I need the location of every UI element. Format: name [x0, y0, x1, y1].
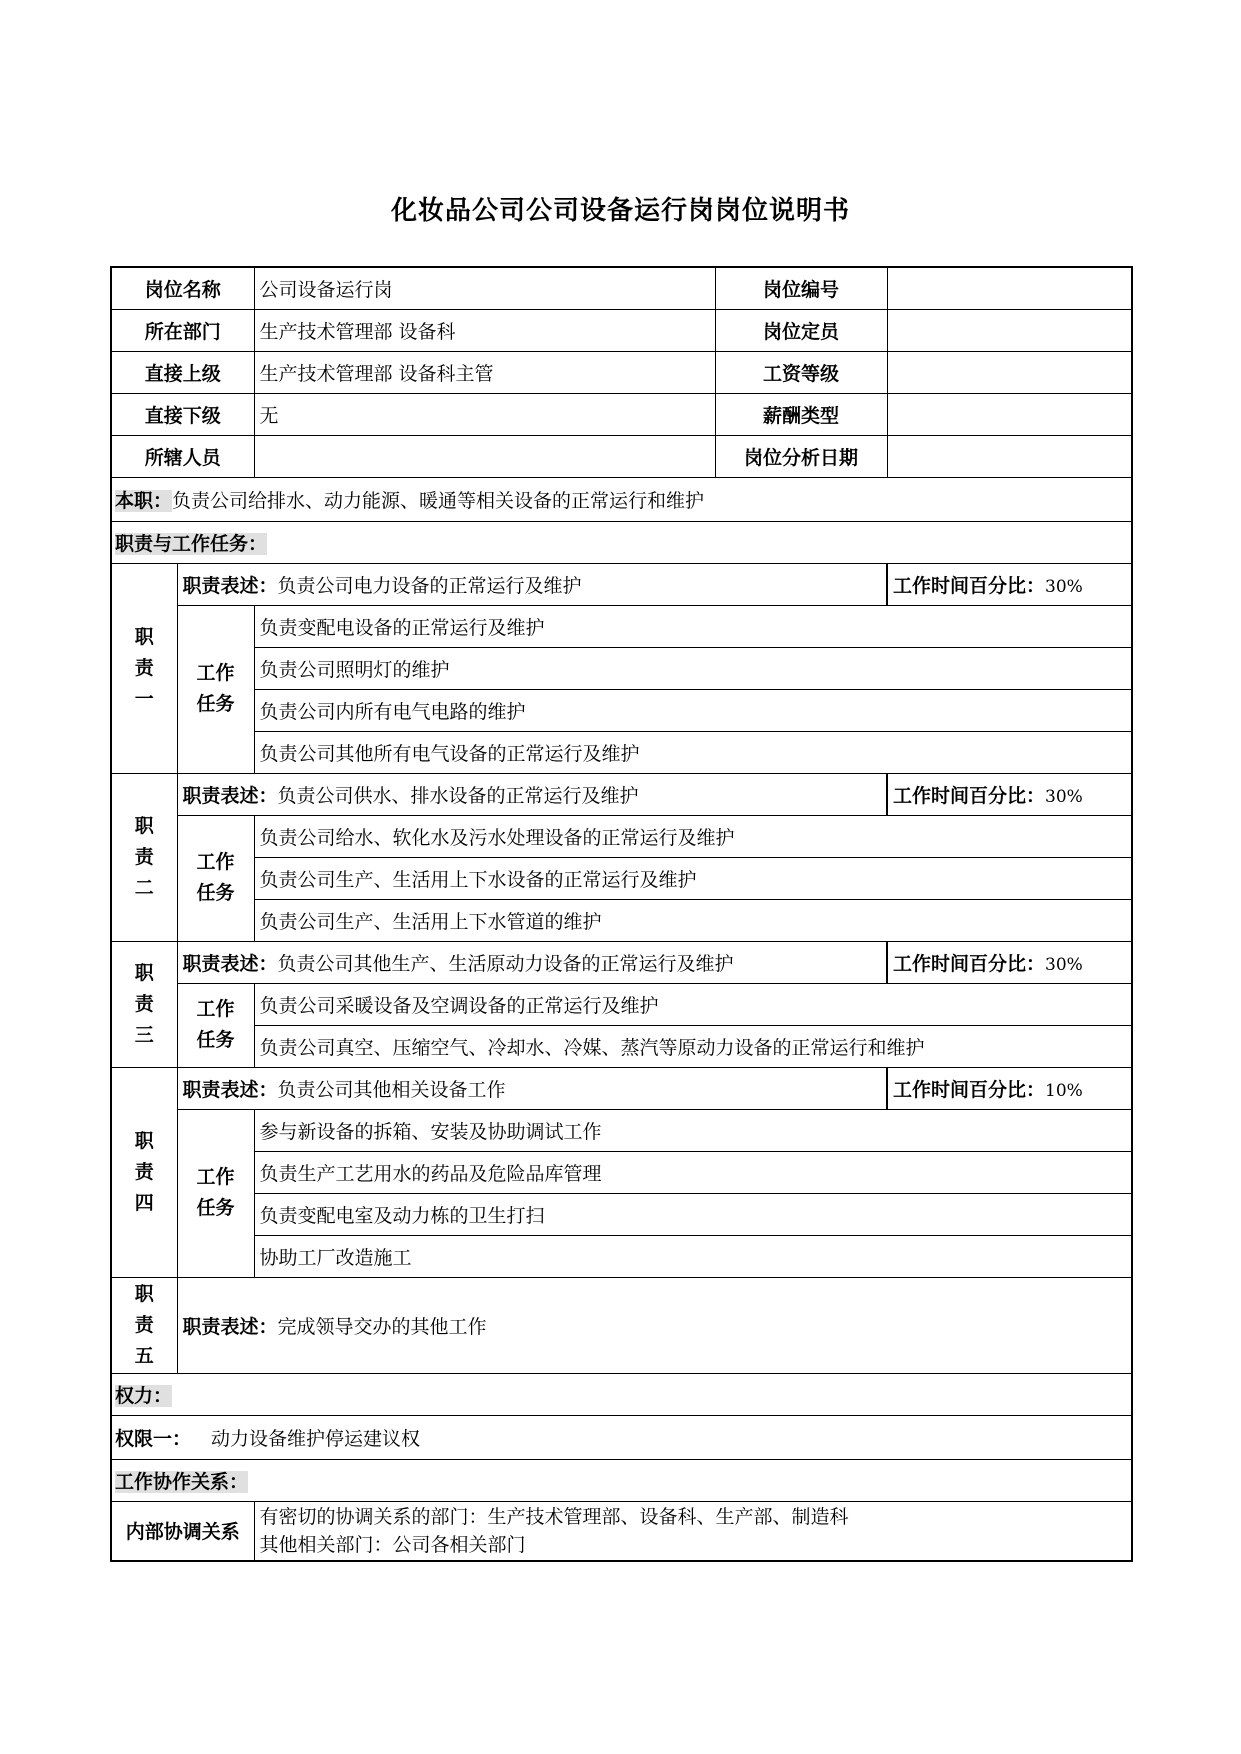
task-item: 负责公司内所有电气电路的维护 — [254, 689, 1132, 731]
field-value — [887, 351, 1132, 393]
main-duty-text: 负责公司给排水、动力能源、暖通等相关设备的正常运行和维护 — [172, 489, 705, 512]
main-duty-label: 本职： — [115, 489, 173, 512]
task-row — [111, 1193, 1132, 1235]
task-item: 负责公司其他所有电气设备的正常运行及维护 — [254, 731, 1132, 773]
power-limit-text: 动力设备维护停运建议权 — [211, 1427, 421, 1450]
field-value: 无 — [254, 393, 715, 435]
pct-label: 工作时间百分比： — [893, 784, 1046, 807]
duty-row — [111, 773, 1132, 815]
field-value: 公司设备运行岗 — [254, 267, 715, 309]
power-row — [111, 1415, 1132, 1459]
task-row — [111, 731, 1132, 773]
field-label: 岗位定员 — [715, 309, 887, 351]
field-label: 岗位名称 — [111, 267, 254, 309]
field-value — [887, 267, 1132, 309]
duty-desc-label: 职责表述： — [182, 1078, 278, 1101]
duties-header-row — [111, 521, 1132, 563]
cooperation-header: 工作协作关系： — [115, 1470, 249, 1493]
task-row — [111, 647, 1132, 689]
duty-row — [111, 941, 1132, 983]
duty-name: 职 责 四 — [111, 1067, 177, 1277]
duty-name: 职 责 三 — [111, 941, 177, 1067]
info-row — [111, 351, 1132, 393]
internal-coordination-row — [111, 1501, 1132, 1561]
duty-desc: 完成领导交办的其他工作 — [277, 1315, 487, 1338]
internal-coordination-label: 内部协调关系 — [111, 1501, 254, 1561]
info-row — [111, 393, 1132, 435]
power-header-row — [111, 1373, 1132, 1415]
duty-desc: 负责公司其他相关设备工作 — [277, 1078, 506, 1101]
task-item: 负责公司采暖设备及空调设备的正常运行及维护 — [254, 983, 1132, 1025]
pct-label: 工作时间百分比： — [893, 952, 1046, 975]
task-item: 负责公司生产、生活用上下水管道的维护 — [254, 899, 1132, 941]
pct-value: 30% — [1045, 576, 1083, 597]
field-value: 生产技术管理部 设备科主管 — [254, 351, 715, 393]
field-value — [887, 393, 1132, 435]
task-item: 负责变配电设备的正常运行及维护 — [254, 605, 1132, 647]
main-duty-row — [111, 477, 1132, 521]
field-label: 所在部门 — [111, 309, 254, 351]
field-label: 所辖人员 — [111, 435, 254, 477]
coordination-line: 有密切的协调关系的部门：生产技术管理部、设备科、生产部、制造科 — [259, 1505, 849, 1528]
power-header: 权力： — [115, 1384, 173, 1407]
duty-row — [111, 1067, 1132, 1109]
cooperation-header-row — [111, 1459, 1132, 1501]
tasks-label: 工作 任务 — [177, 815, 254, 941]
power-limit-label: 权限一： — [115, 1427, 192, 1450]
field-label: 岗位分析日期 — [715, 435, 887, 477]
duty-name: 职 责 一 — [111, 563, 177, 773]
duty-row — [111, 1277, 1132, 1373]
duty-desc-label: 职责表述： — [182, 952, 278, 975]
tasks-label: 工作 任务 — [177, 605, 254, 773]
duty-row — [111, 563, 1132, 605]
document-title: 化妆品公司公司设备运行岗岗位说明书 — [390, 196, 850, 226]
task-row — [111, 605, 1132, 647]
pct-label: 工作时间百分比： — [893, 574, 1046, 597]
duty-desc: 负责公司电力设备的正常运行及维护 — [277, 574, 582, 597]
field-value — [254, 435, 715, 477]
task-item: 负责公司真空、压缩空气、冷却水、冷媒、蒸汽等原动力设备的正常运行和维护 — [254, 1025, 1132, 1067]
tasks-label: 工作 任务 — [177, 1109, 254, 1277]
field-label: 工资等级 — [715, 351, 887, 393]
info-row — [111, 435, 1132, 477]
field-label: 薪酬类型 — [715, 393, 887, 435]
task-item: 参与新设备的拆箱、安装及协助调试工作 — [254, 1109, 1132, 1151]
task-item: 负责生产工艺用水的药品及危险品库管理 — [254, 1151, 1132, 1193]
duty-name: 职 责 五 — [111, 1277, 177, 1373]
job-description-table — [110, 266, 1133, 1562]
task-item: 负责公司给水、软化水及污水处理设备的正常运行及维护 — [254, 815, 1132, 857]
task-row — [111, 983, 1132, 1025]
task-item: 负责公司照明灯的维护 — [254, 647, 1132, 689]
task-item: 负责公司生产、生活用上下水设备的正常运行及维护 — [254, 857, 1132, 899]
duty-desc-label: 职责表述： — [182, 1315, 278, 1338]
task-row — [111, 1109, 1132, 1151]
task-row — [111, 1235, 1132, 1277]
field-label: 直接上级 — [111, 351, 254, 393]
field-label: 岗位编号 — [715, 267, 887, 309]
field-label: 直接下级 — [111, 393, 254, 435]
info-row — [111, 267, 1132, 309]
duty-desc: 负责公司其他生产、生活原动力设备的正常运行及维护 — [277, 952, 734, 975]
task-row — [111, 815, 1132, 857]
coordination-line: 其他相关部门：公司各相关部门 — [259, 1533, 526, 1556]
duty-desc: 负责公司供水、排水设备的正常运行及维护 — [277, 784, 639, 807]
field-value: 生产技术管理部 设备科 — [254, 309, 715, 351]
field-value — [887, 309, 1132, 351]
task-row — [111, 689, 1132, 731]
task-item: 协助工厂改造施工 — [254, 1235, 1132, 1277]
pct-value: 30% — [1045, 786, 1083, 807]
task-row — [111, 1151, 1132, 1193]
task-row — [111, 899, 1132, 941]
pct-value: 10% — [1045, 1080, 1083, 1101]
tasks-label: 工作 任务 — [177, 983, 254, 1067]
task-item: 负责变配电室及动力栋的卫生打扫 — [254, 1193, 1132, 1235]
duties-header: 职责与工作任务： — [115, 532, 268, 555]
duty-desc-label: 职责表述： — [182, 574, 278, 597]
task-row — [111, 857, 1132, 899]
info-row — [111, 309, 1132, 351]
pct-value: 30% — [1045, 954, 1083, 975]
pct-label: 工作时间百分比： — [893, 1078, 1046, 1101]
task-row — [111, 1025, 1132, 1067]
duty-name: 职 责 二 — [111, 773, 177, 941]
duty-desc-label: 职责表述： — [182, 784, 278, 807]
field-value — [887, 435, 1132, 477]
